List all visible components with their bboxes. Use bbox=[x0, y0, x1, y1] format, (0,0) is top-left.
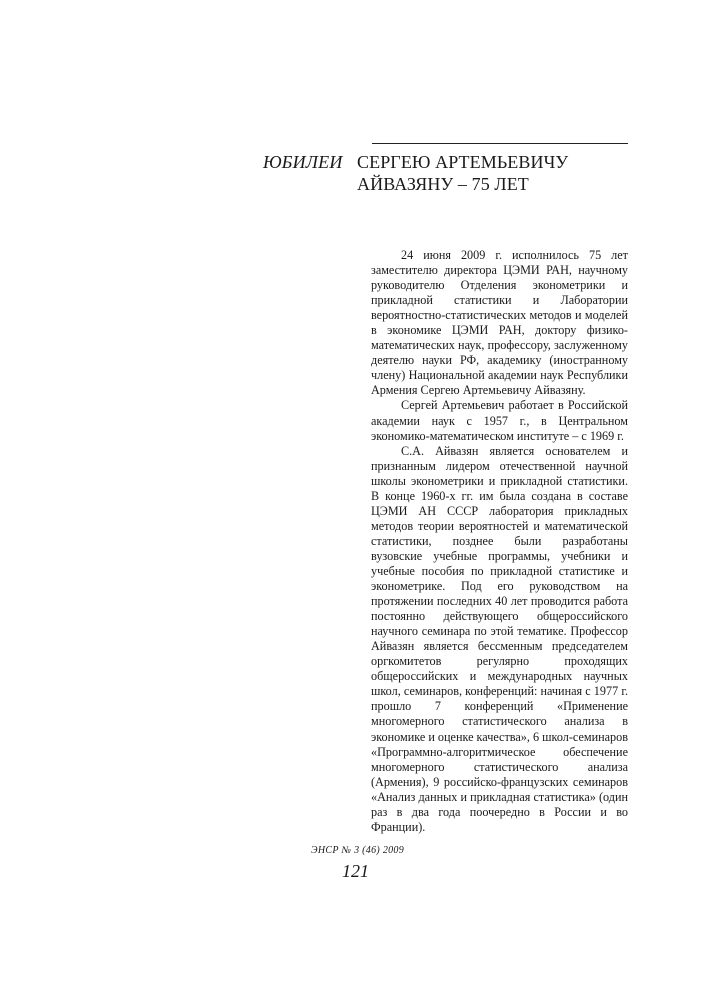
journal-reference: ЭНСР № 3 (46) 2009 bbox=[311, 845, 405, 856]
header-rule bbox=[372, 143, 628, 144]
section-label: ЮБИЛЕИ bbox=[263, 152, 343, 172]
article-body bbox=[371, 248, 628, 835]
article-title bbox=[357, 151, 637, 195]
paragraph-2: Сергей Артемьевич работает в Российской академии наук с 1957 г., в Центральном экономико-математическом институте – с 1969 г. bbox=[371, 398, 628, 443]
title-line-1: СЕРГЕЮ АРТЕМЬЕВИЧУ bbox=[357, 152, 569, 172]
title-line-2: АЙВАЗЯНУ – 75 ЛЕТ bbox=[357, 174, 529, 194]
paragraph-3: С.А. Айвазян является основателем и признанным лидером отечественной научной школы эконометрики и прикладной статистики. В конце 1960-х гг. им была создана в составе ЦЭМИ АН СССР лаборатория прикладных методов теории вероятностей и математической статистики, позднее были разработаны вузовские учебные программы, учебники и учебные пособия по прикладной статистике и эконометрике. Под его руководством на протяжении последних 40 лет проводится работа постоянно действующего общероссийского научного семинара по этой тематике. Профессор Айвазян является бессменным председателем оргкомитетов регулярно проходящих общероссийских и международных научных школ, семинаров, конференций: начиная с 1977 г. прошло 7 конференций «Применение многомерного статистического анализа в экономике и оценке качества», 6 школ-семинаров «Программно-алгоритмическое обеспечение многомерного статистического анализа (Армения), 9 российско-французских семинаров «Анализ данных и прикладная статистика» (один раз в два года поочередно в России и во Франции). bbox=[371, 443, 628, 834]
paragraph-1: 24 июня 2009 г. исполнилось 75 лет заместителю директора ЦЭМИ РАН, научному руководителю Отделения эконометрики и прикладной статистики и Лаборатории вероятностно-статистических методов и моделей в экономике ЦЭМИ РАН, доктору физико-математических наук, профессору, заслуженному деятелю науки РФ, академику (иностранному члену) Национальной академии наук Республики Армения Сергею Артемьевичу Айвазяну. bbox=[371, 248, 628, 398]
page-number: 121 bbox=[342, 861, 369, 881]
